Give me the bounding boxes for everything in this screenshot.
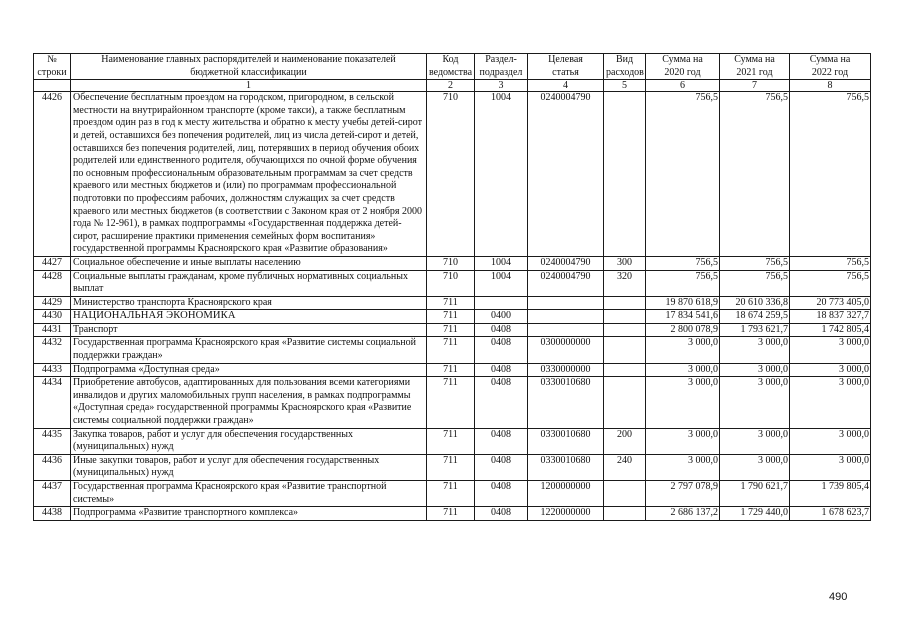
table-row [34, 481, 871, 507]
table-row [34, 428, 871, 454]
budget-table-sheet [33, 53, 870, 521]
row-kind [604, 296, 646, 310]
column-number: 7 [720, 80, 790, 92]
row-number: 4430 [34, 310, 71, 324]
row-code: 711 [427, 323, 475, 337]
table-row [34, 310, 871, 324]
row-sum-2021: 756,5 [720, 256, 790, 270]
row-kind [604, 507, 646, 521]
row-code: 711 [427, 363, 475, 377]
row-target [528, 310, 604, 324]
row-code: 711 [427, 337, 475, 363]
row-section: 0408 [475, 323, 528, 337]
row-section: 0408 [475, 337, 528, 363]
row-name: Социальное обеспечение и иные выплаты населению [71, 256, 427, 270]
column-number: 4 [528, 80, 604, 92]
row-sum-2020: 17 834 541,6 [646, 310, 720, 324]
header-row-num: № строки [34, 54, 71, 80]
header-code: Код ведомства [427, 54, 475, 80]
row-sum-2020: 756,5 [646, 256, 720, 270]
row-sum-2022: 756,5 [790, 270, 871, 296]
column-number: 8 [790, 80, 871, 92]
header-target: Целевая статья [528, 54, 604, 80]
row-sum-2020: 3 000,0 [646, 337, 720, 363]
column-number-row [34, 80, 871, 92]
row-section: 1004 [475, 92, 528, 257]
row-section: 0408 [475, 363, 528, 377]
row-section: 0408 [475, 481, 528, 507]
budget-table [33, 53, 871, 521]
row-number: 4428 [34, 270, 71, 296]
row-kind [604, 363, 646, 377]
row-target: 1200000000 [528, 481, 604, 507]
column-number [34, 80, 71, 92]
row-name: Социальные выплаты гражданам, кроме публичных нормативных социальных выплат [71, 270, 427, 296]
row-kind: 300 [604, 256, 646, 270]
header-sum-2021: Сумма на 2021 год [720, 54, 790, 80]
row-target: 0240004790 [528, 92, 604, 257]
table-row [34, 507, 871, 521]
row-target: 0330000000 [528, 363, 604, 377]
row-target: 0300000000 [528, 337, 604, 363]
row-sum-2021: 1 790 621,7 [720, 481, 790, 507]
row-sum-2021: 20 610 336,8 [720, 296, 790, 310]
row-name: Подпрограмма «Развитие транспортного комплекса» [71, 507, 427, 521]
row-sum-2022: 1 742 805,4 [790, 323, 871, 337]
header-row [34, 54, 871, 80]
table-row [34, 92, 871, 257]
row-sum-2021: 3 000,0 [720, 363, 790, 377]
row-sum-2022: 3 000,0 [790, 363, 871, 377]
row-target: 0330010680 [528, 454, 604, 480]
column-number: 6 [646, 80, 720, 92]
header-sum-2020: Сумма на 2020 год [646, 54, 720, 80]
row-name: Подпрограмма «Доступная среда» [71, 363, 427, 377]
header-section: Раздел- подраздел [475, 54, 528, 80]
row-sum-2021: 756,5 [720, 270, 790, 296]
row-name: Закупка товаров, работ и услуг для обеспечения государственных (муниципальных) нужд [71, 428, 427, 454]
row-number: 4432 [34, 337, 71, 363]
row-sum-2020: 3 000,0 [646, 454, 720, 480]
table-row [34, 337, 871, 363]
row-sum-2022: 18 837 327,7 [790, 310, 871, 324]
row-sum-2020: 3 000,0 [646, 428, 720, 454]
row-section: 0408 [475, 377, 528, 428]
row-sum-2021: 3 000,0 [720, 337, 790, 363]
row-sum-2021: 756,5 [720, 92, 790, 257]
row-kind [604, 481, 646, 507]
row-sum-2021: 1 729 440,0 [720, 507, 790, 521]
row-section: 1004 [475, 256, 528, 270]
row-section: 0408 [475, 454, 528, 480]
row-section [475, 296, 528, 310]
table-row [34, 296, 871, 310]
row-section: 0400 [475, 310, 528, 324]
row-sum-2022: 3 000,0 [790, 428, 871, 454]
row-sum-2022: 3 000,0 [790, 337, 871, 363]
table-row [34, 454, 871, 480]
row-sum-2021: 3 000,0 [720, 377, 790, 428]
row-sum-2022: 1 678 623,7 [790, 507, 871, 521]
row-kind [604, 377, 646, 428]
header-kind: Вид расходов [604, 54, 646, 80]
row-kind [604, 323, 646, 337]
row-number: 4426 [34, 92, 71, 257]
row-kind: 320 [604, 270, 646, 296]
row-sum-2021: 1 793 621,7 [720, 323, 790, 337]
row-code: 711 [427, 296, 475, 310]
row-target [528, 323, 604, 337]
row-kind [604, 92, 646, 257]
row-code: 711 [427, 481, 475, 507]
row-number: 4434 [34, 377, 71, 428]
row-number: 4429 [34, 296, 71, 310]
row-sum-2022: 20 773 405,0 [790, 296, 871, 310]
row-code: 710 [427, 270, 475, 296]
row-name: Министерство транспорта Красноярского края [71, 296, 427, 310]
row-sum-2022: 1 739 805,4 [790, 481, 871, 507]
row-kind [604, 337, 646, 363]
column-number: 1 [71, 80, 427, 92]
row-target: 0330010680 [528, 377, 604, 428]
row-section: 0408 [475, 428, 528, 454]
header-sum-2022: Сумма на 2022 год [790, 54, 871, 80]
row-target [528, 296, 604, 310]
row-sum-2020: 756,5 [646, 270, 720, 296]
row-number: 4433 [34, 363, 71, 377]
row-name: Государственная программа Красноярского края «Развитие транспортной системы» [71, 481, 427, 507]
row-number: 4436 [34, 454, 71, 480]
row-name: Обеспечение бесплатным проездом на городском, пригородном, в сельской местности на внутрирайонном транспорте (кроме такси), а также бесплатным проездом один раз в год к месту жительства и обратно к месту учебы детей-сирот и детей, оставшихся без попечения родителей, лиц из числа детей-сирот и детей, оставшихся без попечения родителей, лиц, потерявших в период обучения обоих родителей или единственного родителя, обучающихся по очной форме обучения по основным профессиональным образовательным программам за счет средств краевого или местных бюджетов и (или) по программам профессиональной подготовки по профессиям рабочих, должностям служащих за счет средств краевого или местных бюджетов (в соответствии с Законом края от 2 ноября 2000 года № 12-961), в рамках подпрограммы «Государственная поддержка детей-сирот, расширение практики применения семейных форм воспитания» государственной программы Красноярского края «Развитие образования» [71, 92, 427, 257]
table-row [34, 270, 871, 296]
row-name: Приобретение автобусов, адаптированных для пользования всеми категориями инвалидов и других маломобильных групп населения, в рамках подпрограммы «Доступная среда» государственной программы Красноярского края «Развитие системы социальной поддержки граждан» [71, 377, 427, 428]
row-sum-2022: 3 000,0 [790, 454, 871, 480]
table-row [34, 323, 871, 337]
row-sum-2020: 2 686 137,2 [646, 507, 720, 521]
table-row [34, 377, 871, 428]
table-row [34, 363, 871, 377]
row-code: 711 [427, 454, 475, 480]
row-name: НАЦИОНАЛЬНАЯ ЭКОНОМИКА [71, 310, 427, 324]
row-name: Государственная программа Красноярского края «Развитие системы социальной поддержки граждан» [71, 337, 427, 363]
row-number: 4431 [34, 323, 71, 337]
row-sum-2020: 2 800 078,9 [646, 323, 720, 337]
row-name: Иные закупки товаров, работ и услуг для обеспечения государственных (муниципальных) нужд [71, 454, 427, 480]
row-sum-2022: 3 000,0 [790, 377, 871, 428]
row-code: 710 [427, 256, 475, 270]
row-sum-2022: 756,5 [790, 92, 871, 257]
row-number: 4435 [34, 428, 71, 454]
row-code: 711 [427, 377, 475, 428]
row-target: 1220000000 [528, 507, 604, 521]
row-sum-2020: 3 000,0 [646, 363, 720, 377]
row-kind [604, 310, 646, 324]
row-name: Транспорт [71, 323, 427, 337]
row-code: 711 [427, 310, 475, 324]
row-number: 4437 [34, 481, 71, 507]
row-sum-2020: 3 000,0 [646, 377, 720, 428]
row-kind: 240 [604, 454, 646, 480]
row-sum-2020: 19 870 618,9 [646, 296, 720, 310]
row-sum-2021: 3 000,0 [720, 428, 790, 454]
row-sum-2022: 756,5 [790, 256, 871, 270]
column-number: 2 [427, 80, 475, 92]
page-number: 490 [829, 591, 848, 603]
header-name: Наименование главных распорядителей и наименование показателей бюджетной классификации [71, 54, 427, 80]
row-code: 711 [427, 507, 475, 521]
row-section: 0408 [475, 507, 528, 521]
row-sum-2021: 18 674 259,5 [720, 310, 790, 324]
row-section: 1004 [475, 270, 528, 296]
row-sum-2021: 3 000,0 [720, 454, 790, 480]
row-sum-2020: 2 797 078,9 [646, 481, 720, 507]
row-number: 4427 [34, 256, 71, 270]
row-target: 0240004790 [528, 256, 604, 270]
row-target: 0330010680 [528, 428, 604, 454]
row-kind: 200 [604, 428, 646, 454]
column-number: 3 [475, 80, 528, 92]
row-sum-2020: 756,5 [646, 92, 720, 257]
column-number: 5 [604, 80, 646, 92]
row-number: 4438 [34, 507, 71, 521]
row-code: 711 [427, 428, 475, 454]
row-code: 710 [427, 92, 475, 257]
table-row [34, 256, 871, 270]
row-target: 0240004790 [528, 270, 604, 296]
